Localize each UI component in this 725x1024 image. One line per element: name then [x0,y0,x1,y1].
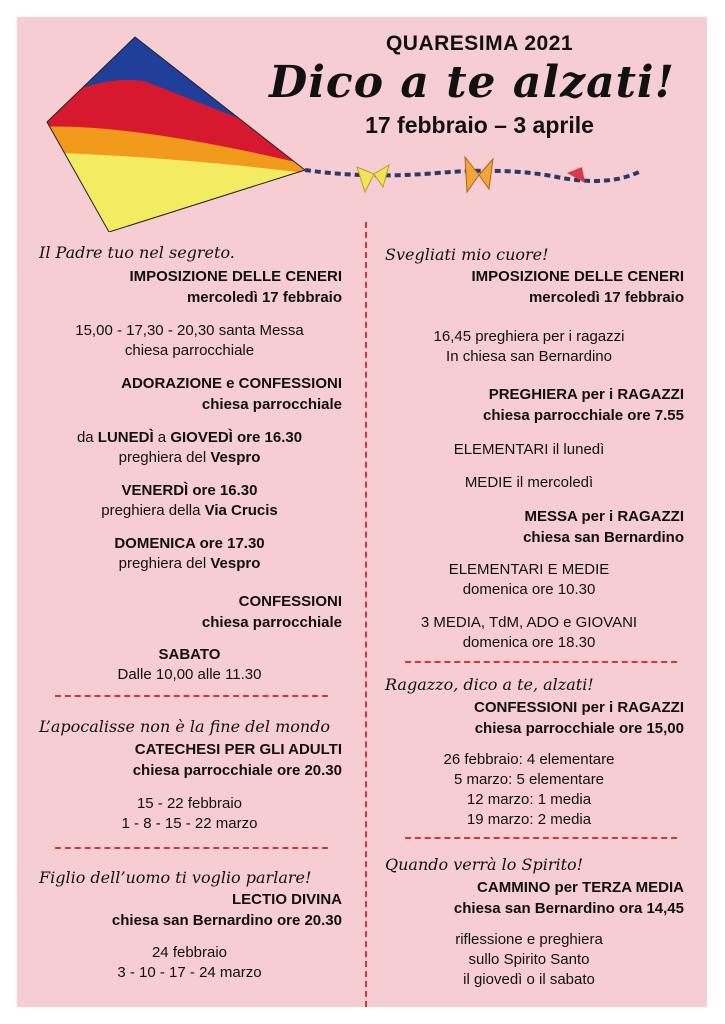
left-motto-3: Figlio dell’uomo ti voglio parlare! [39,868,312,887]
left-s3-dates: 24 febbraio 3 - 10 - 17 - 24 marzo [117,944,262,981]
left-s1-friday: VENERDÌ ore 16.30 preghiera della Via Crucis [101,482,278,519]
right-s1-prayer: PREGHIERA per i RAGAZZI chiesa parrocchiale ore 7.55 [483,386,684,424]
right-s3-text: riflessione e preghiera sullo Spirito Santo il giovedì o il sabato [455,931,603,988]
right-divider-1 [405,661,677,663]
right-s3-heading: CAMMINO per TERZA MEDIA chiesa san Bernardino ora 14,45 [453,879,684,917]
right-s1-elementari: ELEMENTARI il lunedì [453,441,605,458]
kite-bow-yellow [357,165,389,192]
left-divider-2 [55,847,328,849]
column-separator [365,222,367,1007]
right-motto-3: Quando verrà lo Spirito! [385,855,584,874]
right-s2-dates: 26 febbraio: 4 elementare 5 marzo: 5 elementare 12 marzo: 1 media 19 marzo: 2 media [443,751,615,828]
header-title: Dico a te alzati! [269,57,675,108]
left-s1-mass: 15,00 - 17,30 - 20,30 santa Messa chiesa parrocchiale [75,322,304,359]
left-motto-1: Il Padre tuo nel segreto. [39,243,235,262]
right-s2-heading: CONFESSIONI per i RAGAZZI chiesa parrocchiale ore 15,00 [473,699,684,737]
left-s2-heading: CATECHESI PER GLI ADULTI chiesa parrocchiale ore 20.30 [132,741,342,779]
left-s2-dates: 15 - 22 febbraio 1 - 8 - 15 - 22 marzo [121,795,258,832]
left-s1-heading: IMPOSIZIONE DELLE CENERI mercoledì 17 febbraio [129,268,342,306]
header-overline: QUARESIMA 2021 [385,32,574,55]
right-motto-1: Svegliati mio cuore! [385,245,549,264]
left-s3-heading: LECTIO DIVINA chiesa san Bernardino ore 20.30 [111,891,342,929]
right-s1-youth: 3 MEDIA, TdM, ADO e GIOVANI domenica ore 18.30 [420,614,638,651]
right-divider-2 [405,837,677,839]
right-motto-2: Ragazzo, dico a te, alzati! [385,675,594,694]
right-s1-kids: 16,45 preghiera per i ragazzi In chiesa san Bernardino [433,328,625,365]
left-s1-adoration: ADORAZIONE e CONFESSIONI chiesa parrocchiale [121,375,342,413]
left-s1-sunday: DOMENICA ore 17.30 preghiera del Vespro [114,535,265,572]
right-s1-elem-medie: ELEMENTARI E MEDIE domenica ore 10.30 [448,561,610,598]
left-s1-confessions: CONFESSIONI chiesa parrocchiale [201,593,342,631]
left-s1-vespro: da LUNEDÌ a GIOVEDÌ ore 16.30 preghiera del Vespro [76,429,303,466]
left-motto-2: L’apocalisse non è la fine del mondo [39,717,331,736]
right-s1-medie: MEDIE il mercoledì [464,474,594,491]
left-divider-1 [55,695,328,697]
left-s1-saturday: SABATO Dalle 10,00 alle 11.30 [117,646,262,683]
poster [17,17,707,1007]
kite-bow-orange [465,157,493,192]
right-s1-mass: MESSA per i RAGAZZI chiesa san Bernardino [523,508,684,546]
right-s1-heading: IMPOSIZIONE DELLE CENERI mercoledì 17 febbraio [471,268,684,306]
header-dates: 17 febbraio – 3 aprile [365,112,594,138]
